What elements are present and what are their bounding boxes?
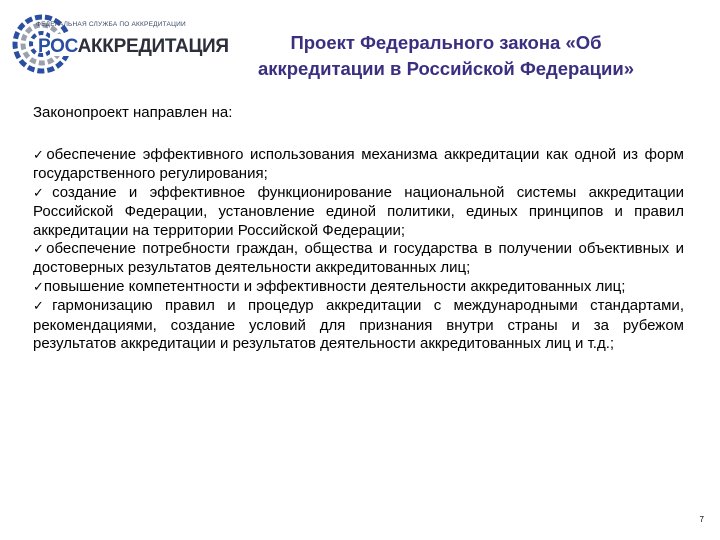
checkmark-icon: ✓ [33,148,47,163]
goals-list [33,146,684,353]
checkmark-icon: ✓ [33,185,53,201]
list-item-text: обеспечение эффективного использования механизма аккредитации как одной из форм государственного регулирования; [33,146,684,183]
list-item-text: повышение компетентности и эффективности деятельности аккредитованных лиц; [43,277,626,295]
checkmark-icon: ✓ [33,299,53,315]
list-item [33,184,684,240]
slide-title-line1: Проект Федерального закона «Об [290,32,602,53]
list-item-text: создание и эффективное функционирование национальной системы аккредитации Российской Федерации, установление единой политики, единых принципов и правил аккредитации на территории Российской Федерации; [33,183,684,239]
list-item [33,146,684,184]
logo-tagline: ФЕДЕРАЛЬНАЯ СЛУЖБА ПО АККРЕДИТАЦИИ [36,21,186,28]
logo-name-part1: РОС [38,36,78,57]
checkmark-icon: ✓ [33,279,44,295]
slide-title [196,30,696,82]
page-number: 7 [699,515,704,524]
intro-text: Законопроект направлен на: [33,104,233,121]
logo-name-part2: АККРЕДИТАЦИЯ [77,36,229,57]
list-item-text: гармонизацию правил и процедур аккредитации с международными стандартами, рекомендациями, создание условий для признания внутри страны и за рубежом результатов аккредитации и результатов деятельности аккредитованных лиц и т.д.; [33,297,684,353]
list-item [33,297,684,353]
rosaccreditation-logo [10,6,229,80]
checkmark-icon: ✓ [33,242,47,258]
list-item [33,240,684,278]
list-item-text: обеспечение потребности граждан, общества и государства в получении объективных и достоверных результатов деятельности аккредитованных лиц; [33,240,684,277]
slide-title-line2: аккредитации в Российской Федерации» [257,58,635,79]
list-item [33,278,684,297]
